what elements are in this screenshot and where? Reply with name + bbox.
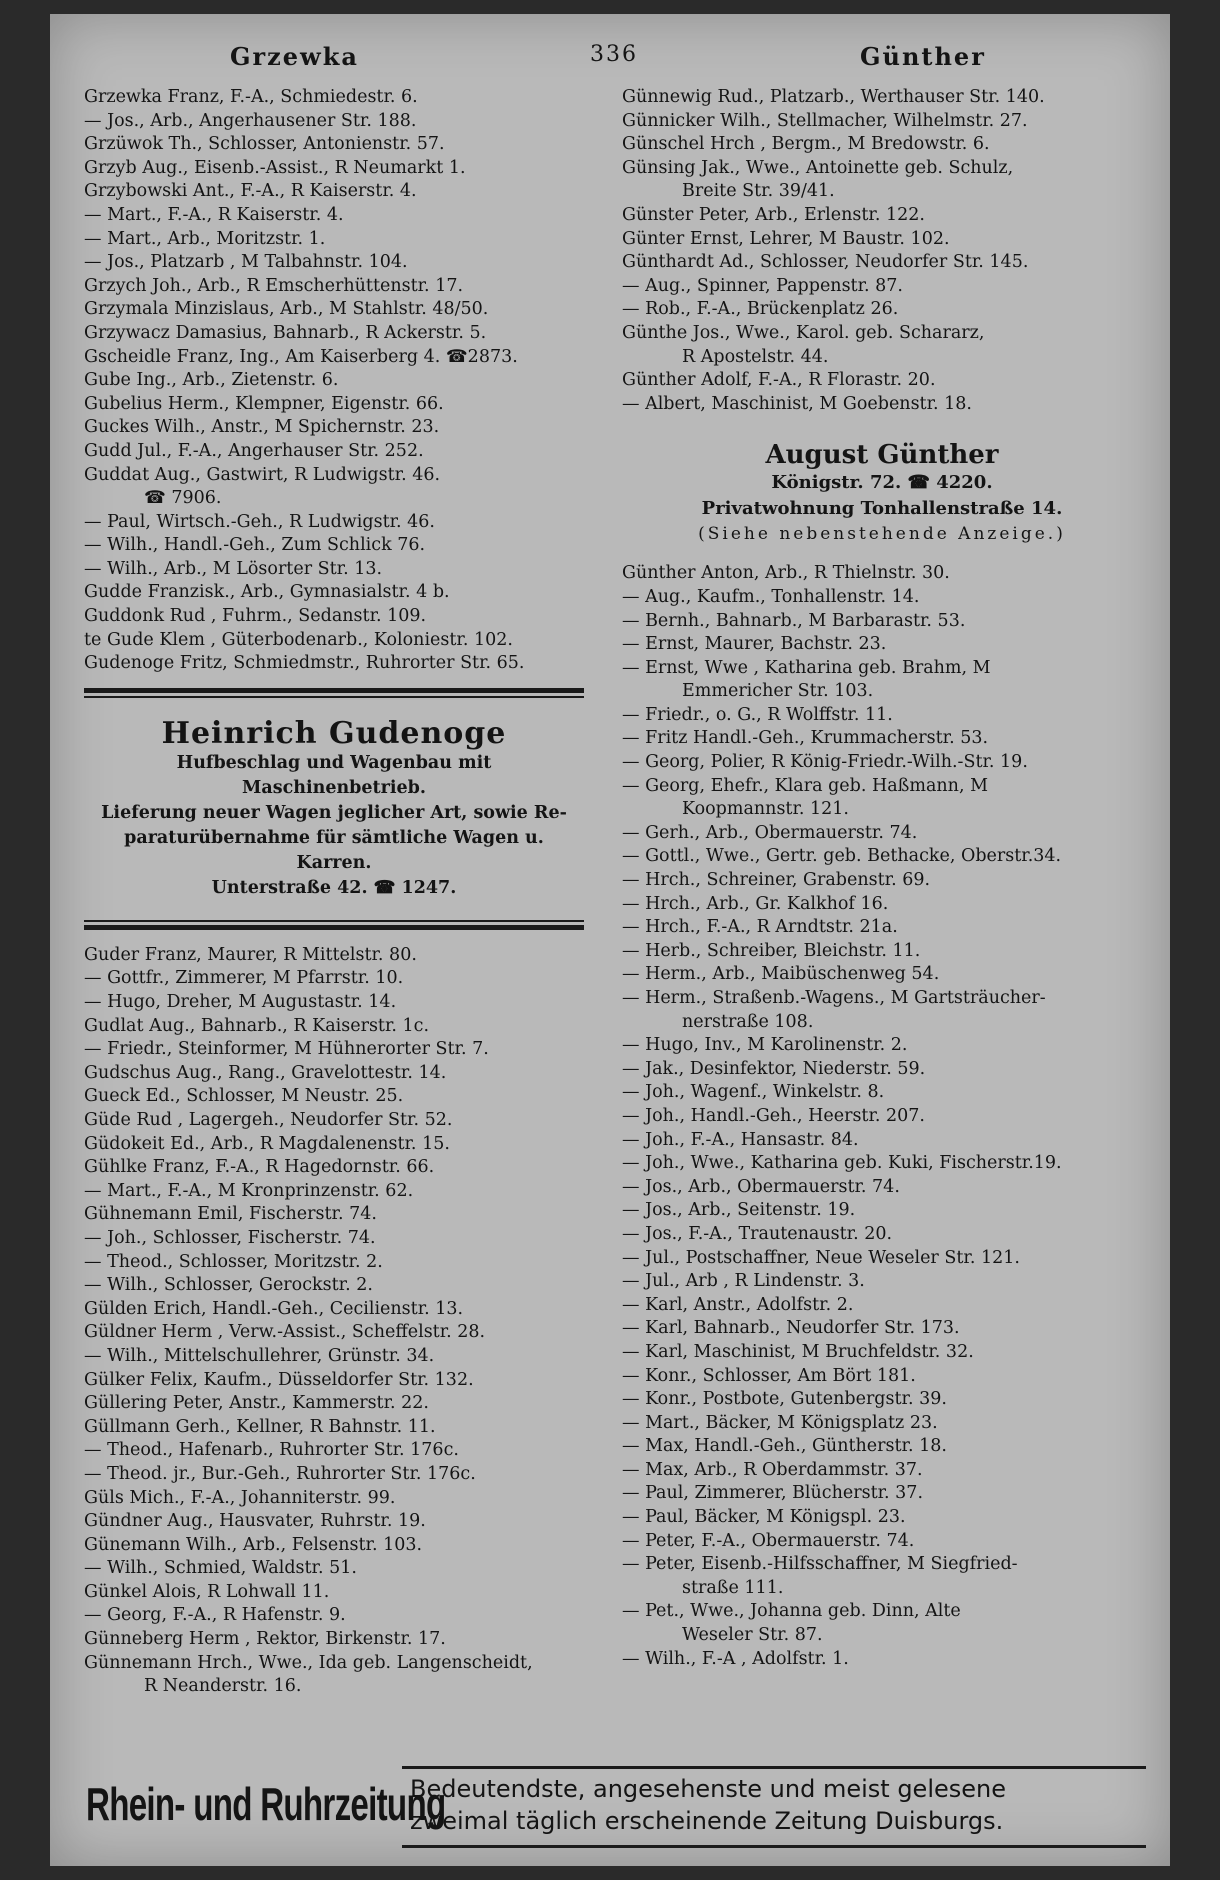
directory-entry: Koopmannstr. 121. <box>682 799 849 820</box>
directory-entry: — Gerh., Arb., Obermauerstr. 74. <box>622 822 918 843</box>
directory-entry: — Ernst, Wwe , Katharina geb. Brahm, M <box>622 657 991 678</box>
directory-entry: — Pet., Wwe., Johanna geb. Dinn, Alte <box>622 1601 961 1622</box>
directory-entry: ☎ 7906. <box>144 488 222 509</box>
directory-entry: — Wilh., Schmied, Waldstr. 51. <box>84 1558 357 1579</box>
directory-entry: straße 111. <box>682 1577 784 1598</box>
directory-entry: Grzybowski Ant., F.-A., R Kaiserstr. 4. <box>84 181 417 202</box>
directory-entry: Güldner Herm , Verw.-Assist., Scheffelstr. 28. <box>84 1322 486 1343</box>
directory-entry: — Hugo, Dreher, M Augustastr. 14. <box>84 992 397 1013</box>
directory-entry: Grzewka Franz, F.-A., Schmiedestr. 6. <box>84 87 418 107</box>
directory-entry: R Neanderstr. 16. <box>144 1676 302 1697</box>
directory-entry: Gudd Jul., F.-A., Angerhauser Str. 252. <box>84 440 424 461</box>
directory-entry: — Max, Arb., R Oberdammstr. 37. <box>622 1459 923 1480</box>
directory-entry: Gudschus Aug., Rang., Gravelottestr. 14. <box>84 1062 447 1083</box>
directory-entry: — Paul, Wirtsch.-Geh., R Ludwigstr. 46. <box>84 511 435 532</box>
ad-line: Lieferung neuer Wagen jeglicher Art, sowie Re- <box>101 802 567 823</box>
directory-entry: Gudenoge Fritz, Schmiedmstr., Ruhrorter Str. 65. <box>84 653 525 674</box>
directory-entry: — Karl, Maschinist, M Bruchfeldstr. 32. <box>622 1341 974 1362</box>
directory-page <box>50 14 1170 1866</box>
left-column <box>84 86 584 1699</box>
advertisement-gudenoge <box>84 698 584 917</box>
directory-entry: Güdokeit Ed., Arb., R Magdalenenstr. 15. <box>84 1133 450 1154</box>
ad-note: (Siehe nebenstehende Anzeige.) <box>698 524 1066 545</box>
left-entries-a <box>84 86 584 676</box>
directory-entry: — Jul., Arb , R Lindenstr. 3. <box>622 1271 865 1292</box>
directory-entry: — Georg, F.-A., R Hafenstr. 9. <box>84 1605 346 1626</box>
directory-entry: — Gottl., Wwe., Gertr. geb. Bethacke, Oberstr.34. <box>622 846 1062 867</box>
directory-entry: — Karl, Bahnarb., Neudorfer Str. 173. <box>622 1318 960 1339</box>
directory-entry: Guddat Aug., Gastwirt, R Ludwigstr. 46. <box>84 464 441 485</box>
directory-entry: Gündner Aug., Hausvater, Ruhrstr. 19. <box>84 1511 426 1532</box>
directory-entry: — Wilh., F.-A , Adolfstr. 1. <box>622 1648 849 1669</box>
directory-entry: Guder Franz, Maurer, R Mittelstr. 80. <box>84 944 417 965</box>
directory-entry: Güllering Peter, Anstr., Kammerstr. 22. <box>84 1393 429 1414</box>
directory-entry: — Jos., Arb., Seitenstr. 19. <box>622 1200 856 1221</box>
directory-entry: — Konr., Schlosser, Am Bört 181. <box>622 1365 916 1386</box>
directory-entry: Gudlat Aug., Bahnarb., R Kaiserstr. 1c. <box>84 1015 430 1036</box>
directory-entry: Günsing Jak., Wwe., Antoinette geb. Schulz, <box>622 157 1014 178</box>
directory-entry: Güllmann Gerh., Kellner, R Bahnstr. 11. <box>84 1416 436 1437</box>
directory-entry: Günthe Jos., Wwe., Karol. geb. Schararz, <box>622 322 985 343</box>
directory-entry: — Mart., Bäcker, M Königsplatz 23. <box>622 1412 938 1433</box>
header-right-keyword: Günther <box>860 42 986 71</box>
directory-entry: — Wilh., Mittelschullehrer, Grünstr. 34. <box>84 1345 435 1366</box>
directory-entry: Günster Peter, Arb., Erlenstr. 122. <box>622 204 925 225</box>
directory-entry: Günnemann Hrch., Wwe., Ida geb. Langenscheidt, <box>84 1652 533 1673</box>
directory-entry: — Ernst, Maurer, Bachstr. 23. <box>622 634 887 655</box>
directory-entry: Günnewig Rud., Platzarb., Werthauser Str. 140. <box>622 87 1045 107</box>
directory-entry: — Max, Handl.-Geh., Güntherstr. 18. <box>622 1436 947 1457</box>
ad-rule-top <box>84 688 584 693</box>
directory-entry: — Jos., Platzarb , M Talbahnstr. 104. <box>84 252 408 273</box>
directory-entry: — Joh., Wagenf., Winkelstr. 8. <box>622 1082 885 1103</box>
directory-entry: — Rob., F.-A., Brückenplatz 26. <box>622 299 899 320</box>
directory-entry: — Paul, Zimmerer, Blücherstr. 37. <box>622 1483 924 1504</box>
directory-entry: Günkel Alois, R Lohwall 11. <box>84 1581 330 1602</box>
directory-entry: — Theod., Schlosser, Moritzstr. 2. <box>84 1251 383 1272</box>
directory-entry: Günemann Wilh., Arb., Felsenstr. 103. <box>84 1534 423 1555</box>
directory-entry: — Friedr., Steinformer, M Hühnerorter Str. 7. <box>84 1039 489 1060</box>
directory-entry: — Wilh., Schlosser, Gerockstr. 2. <box>84 1275 373 1296</box>
directory-entry: — Hrch., Schreiner, Grabenstr. 69. <box>622 870 931 891</box>
directory-entry: te Gude Klem , Güterbodenarb., Koloniestr. 102. <box>84 629 513 650</box>
directory-entry: — Bernh., Bahnarb., M Barbarastr. 53. <box>622 610 966 631</box>
header-left-keyword: Grzewka <box>230 42 359 71</box>
directory-entry: Grzywacz Damasius, Bahnarb., R Ackerstr. 5. <box>84 322 487 343</box>
ad-line: Privatwohnung Tonhallenstraße 14. <box>701 498 1063 520</box>
directory-entry: — Jos., Arb., Angerhausener Str. 188. <box>84 110 417 131</box>
directory-entry: — Herm., Arb., Maibüschenweg 54. <box>622 964 940 985</box>
ad-rule-bottom <box>84 925 584 930</box>
right-column <box>622 86 1142 1671</box>
directory-entry: Weseler Str. 87. <box>682 1625 823 1646</box>
directory-entry: Günthardt Ad., Schlosser, Neudorfer Str. 145. <box>622 252 1029 273</box>
directory-entry: — Fritz Handl.-Geh., Krummacherstr. 53. <box>622 728 989 749</box>
directory-entry: Guddonk Rud , Fuhrm., Sedanstr. 109. <box>84 606 427 627</box>
directory-entry: Grzych Joh., Arb., R Emscherhüttenstr. 17. <box>84 275 464 296</box>
directory-entry: — Jos., Arb., Obermauerstr. 74. <box>622 1176 900 1197</box>
directory-entry: Gueck Ed., Schlosser, M Neustr. 25. <box>84 1086 404 1107</box>
directory-entry: — Paul, Bäcker, M Königspl. 23. <box>622 1507 906 1528</box>
directory-entry: — Mart., F.-A., R Kaiserstr. 4. <box>84 204 344 225</box>
directory-entry: Gscheidle Franz, Ing., Am Kaiserberg 4. ☎2873. <box>84 346 518 367</box>
ad-line: Königstr. 72. ☎ 4220. <box>771 472 993 494</box>
directory-entry: Grzymala Minzislaus, Arb., M Stahlstr. 48/50. <box>84 299 489 320</box>
directory-entry: — Herb., Schreiber, Bleichstr. 11. <box>622 940 921 961</box>
directory-entry: — Jul., Postschaffner, Neue Weseler Str. 121. <box>622 1247 1020 1268</box>
directory-entry: — Joh., Handl.-Geh., Heerstr. 207. <box>622 1105 925 1126</box>
banner-line: zweimal täglich erscheinende Zeitung Duisburgs. <box>410 1807 1004 1835</box>
directory-entry: R Apostelstr. 44. <box>682 346 829 367</box>
ad-line: paraturübernahme für sämtliche Wagen u. Karren. <box>124 827 544 873</box>
right-entries-b <box>622 562 1142 1671</box>
page-number: 336 <box>590 42 638 67</box>
directory-entry: Günschel Hrch , Bergm., M Bredowstr. 6. <box>622 134 990 155</box>
directory-entry: Grzyb Aug., Eisenb.-Assist., R Neumarkt 1. <box>84 157 466 178</box>
directory-entry: — Jos., F.-A., Trautenaustr. 20. <box>622 1223 893 1244</box>
left-entries-b <box>84 944 584 1699</box>
directory-entry: Gudde Franzisk., Arb., Gymnasialstr. 4 b. <box>84 582 450 603</box>
banner-line: Bedeutendste, angesehenste und meist gelesene <box>410 1775 1007 1803</box>
advertisement-guenther <box>622 416 1142 562</box>
directory-entry: Guckes Wilh., Anstr., M Spichernstr. 23. <box>84 417 440 438</box>
directory-entry: Güde Rud , Lagergeh., Neudorfer Str. 52. <box>84 1110 453 1130</box>
directory-entry: — Karl, Anstr., Adolfstr. 2. <box>622 1294 854 1315</box>
directory-entry: — Hugo, Inv., M Karolinenstr. 2. <box>622 1035 908 1056</box>
banner-box <box>402 1766 1146 1848</box>
ad-rule-bottom-thin <box>84 920 584 922</box>
directory-entry: — Hrch., F.-A., R Arndtstr. 21a. <box>622 917 898 938</box>
ad-title: August Günther <box>765 440 999 471</box>
directory-entry: — Aug., Kaufm., Tonhallenstr. 14. <box>622 586 920 607</box>
directory-entry: — Peter, Eisenb.-Hilfsschaffner, M Siegfried- <box>622 1554 1018 1575</box>
directory-entry: — Joh., Wwe., Katharina geb. Kuki, Fischerstr.19. <box>622 1153 1062 1174</box>
directory-entry: nerstraße 108. <box>682 1011 814 1032</box>
directory-entry: Gülker Felix, Kaufm., Düsseldorfer Str. 132. <box>84 1369 474 1390</box>
banner-title: Rhein- und Ruhrzeitung <box>86 1778 446 1830</box>
right-entries-a <box>622 86 1142 416</box>
directory-entry: — Wilh., Handl.-Geh., Zum Schlick 76. <box>84 535 426 556</box>
directory-entry: — Theod., Hafenarb., Ruhrorter Str. 176c. <box>84 1440 459 1461</box>
directory-entry: Breite Str. 39/41. <box>682 181 835 202</box>
directory-entry: Gülden Erich, Handl.-Geh., Cecilienstr. 13. <box>84 1298 464 1319</box>
directory-entry: — Peter, F.-A., Obermauerstr. 74. <box>622 1530 915 1551</box>
directory-entry: — Friedr., o. G., R Wolffstr. 11. <box>622 704 893 725</box>
directory-entry: Gühnemann Emil, Fischerstr. 74. <box>84 1204 377 1225</box>
directory-entry: Gühlke Franz, F.-A., R Hagedornstr. 66. <box>84 1157 435 1178</box>
directory-entry: — Joh., Schlosser, Fischerstr. 74. <box>84 1227 376 1248</box>
directory-entry: Günnicker Wilh., Stellmacher, Wilhelmstr. 27. <box>622 110 1028 131</box>
directory-entry: Gubelius Herm., Klempner, Eigenstr. 66. <box>84 393 444 414</box>
directory-entry: — Georg, Polier, R König-Friedr.-Wilh.-Str. 19. <box>622 752 1028 773</box>
directory-entry: Günter Ernst, Lehrer, M Baustr. 102. <box>622 228 950 249</box>
ad-title: Heinrich Gudenoge <box>161 715 507 751</box>
newspaper-banner <box>86 1766 1146 1842</box>
directory-entry: — Albert, Maschinist, M Goebenstr. 18. <box>622 393 972 414</box>
directory-entry: — Jak., Desinfektor, Niederstr. 59. <box>622 1058 926 1079</box>
directory-entry: — Wilh., Arb., M Lösorter Str. 13. <box>84 558 383 579</box>
directory-entry: Güls Mich., F.-A., Johanniterstr. 99. <box>84 1487 396 1508</box>
directory-entry: — Hrch., Arb., Gr. Kalkhof 16. <box>622 893 889 914</box>
ad-line: Unterstraße 42. ☎ 1247. <box>211 877 457 898</box>
directory-entry: — Aug., Spinner, Pappenstr. 87. <box>622 275 903 296</box>
directory-entry: — Mart., F.-A., M Kronprinzenstr. 62. <box>84 1180 414 1201</box>
ad-line: Hufbeschlag und Wagenbau mit Maschinenbetrieb. <box>176 752 492 798</box>
directory-entry: — Gottfr., Zimmerer, M Pfarrstr. 10. <box>84 968 404 989</box>
directory-entry: — Mart., Arb., Moritzstr. 1. <box>84 228 326 249</box>
directory-entry: Gube Ing., Arb., Zietenstr. 6. <box>84 370 339 391</box>
directory-entry: Günther Adolf, F.-A., R Florastr. 20. <box>622 370 936 391</box>
directory-entry: — Herm., Straßenb.-Wagens., M Gartsträucher- <box>622 988 1046 1008</box>
directory-entry: Günther Anton, Arb., R Thielnstr. 30. <box>622 563 950 584</box>
directory-entry: Günneberg Herm , Rektor, Birkenstr. 17. <box>84 1629 446 1650</box>
directory-entry: — Georg, Ehefr., Klara geb. Haßmann, M <box>622 775 988 796</box>
directory-entry: — Theod. jr., Bur.-Geh., Ruhrorter Str. 176c. <box>84 1463 476 1484</box>
directory-entry: Emmericher Str. 103. <box>682 681 874 702</box>
directory-entry: — Konr., Postbote, Gutenbergstr. 39. <box>622 1389 947 1410</box>
directory-entry: — Joh., F.-A., Hansastr. 84. <box>622 1129 859 1150</box>
directory-entry: Grzüwok Th., Schlosser, Antonienstr. 57. <box>84 134 445 155</box>
